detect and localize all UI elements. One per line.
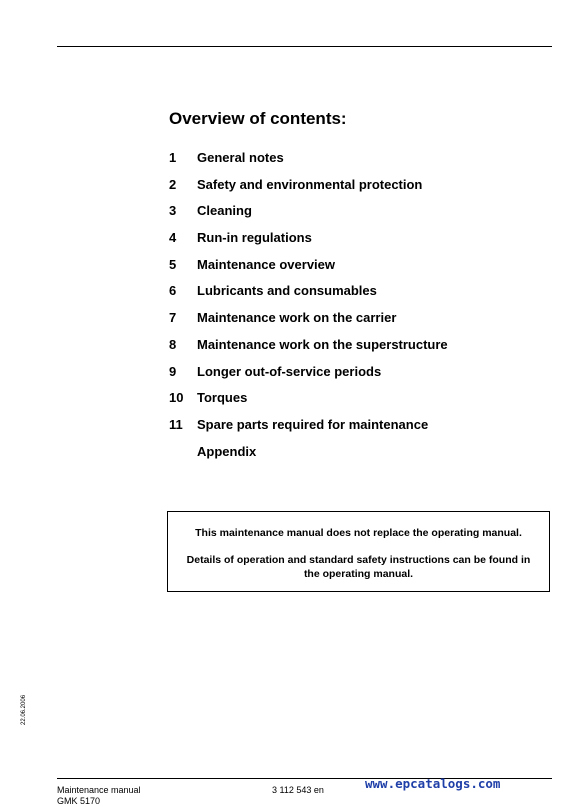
toc-number: 8 [169,336,177,352]
toc-label: Torques [197,390,248,406]
toc-label: Maintenance overview [197,256,335,272]
toc-number: 6 [169,283,177,299]
toc-label: Spare parts required for maintenance [197,416,429,432]
toc-label: Appendix [197,443,257,459]
notice-box [167,511,550,592]
side-date: 22.06.2006 [21,694,27,725]
toc-number: 7 [169,310,177,326]
toc-label: Longer out-of-service periods [197,363,382,379]
toc-number: 2 [169,176,177,192]
toc-label: Lubricants and consumables [197,283,377,299]
toc-label: Run-in regulations [197,230,312,246]
toc-number: 10 [169,390,184,406]
footer-model: GMK 5170 [57,796,101,806]
page-title: Overview of contents: [169,109,347,128]
footer-doc-number: 3 112 543 en [272,785,324,795]
toc-label: Cleaning [197,203,252,219]
toc-label: General notes [197,150,284,165]
notice-line-2: Details of operation and standard safety instructions can be found in the operating manual. [186,554,531,580]
toc-number: 11 [169,416,183,432]
toc-number: 3 [169,203,177,219]
toc-number: 9 [169,363,177,379]
notice-line-1: This maintenance manual does not replace the operating manual. [195,527,522,539]
toc-number: 4 [169,230,177,246]
toc-number: 5 [169,256,177,272]
footer-left [57,785,141,807]
watermark-link[interactable]: www.epcatalogs.com [365,776,501,791]
toc-label: Maintenance work on the carrier [197,310,397,326]
toc-label: Maintenance work on the superstructure [197,336,448,352]
toc-number: 1 [169,150,177,165]
footer-manual-name: Maintenance manual [57,785,141,795]
toc-label: Safety and environmental protection [197,176,423,192]
top-rule [57,46,552,47]
